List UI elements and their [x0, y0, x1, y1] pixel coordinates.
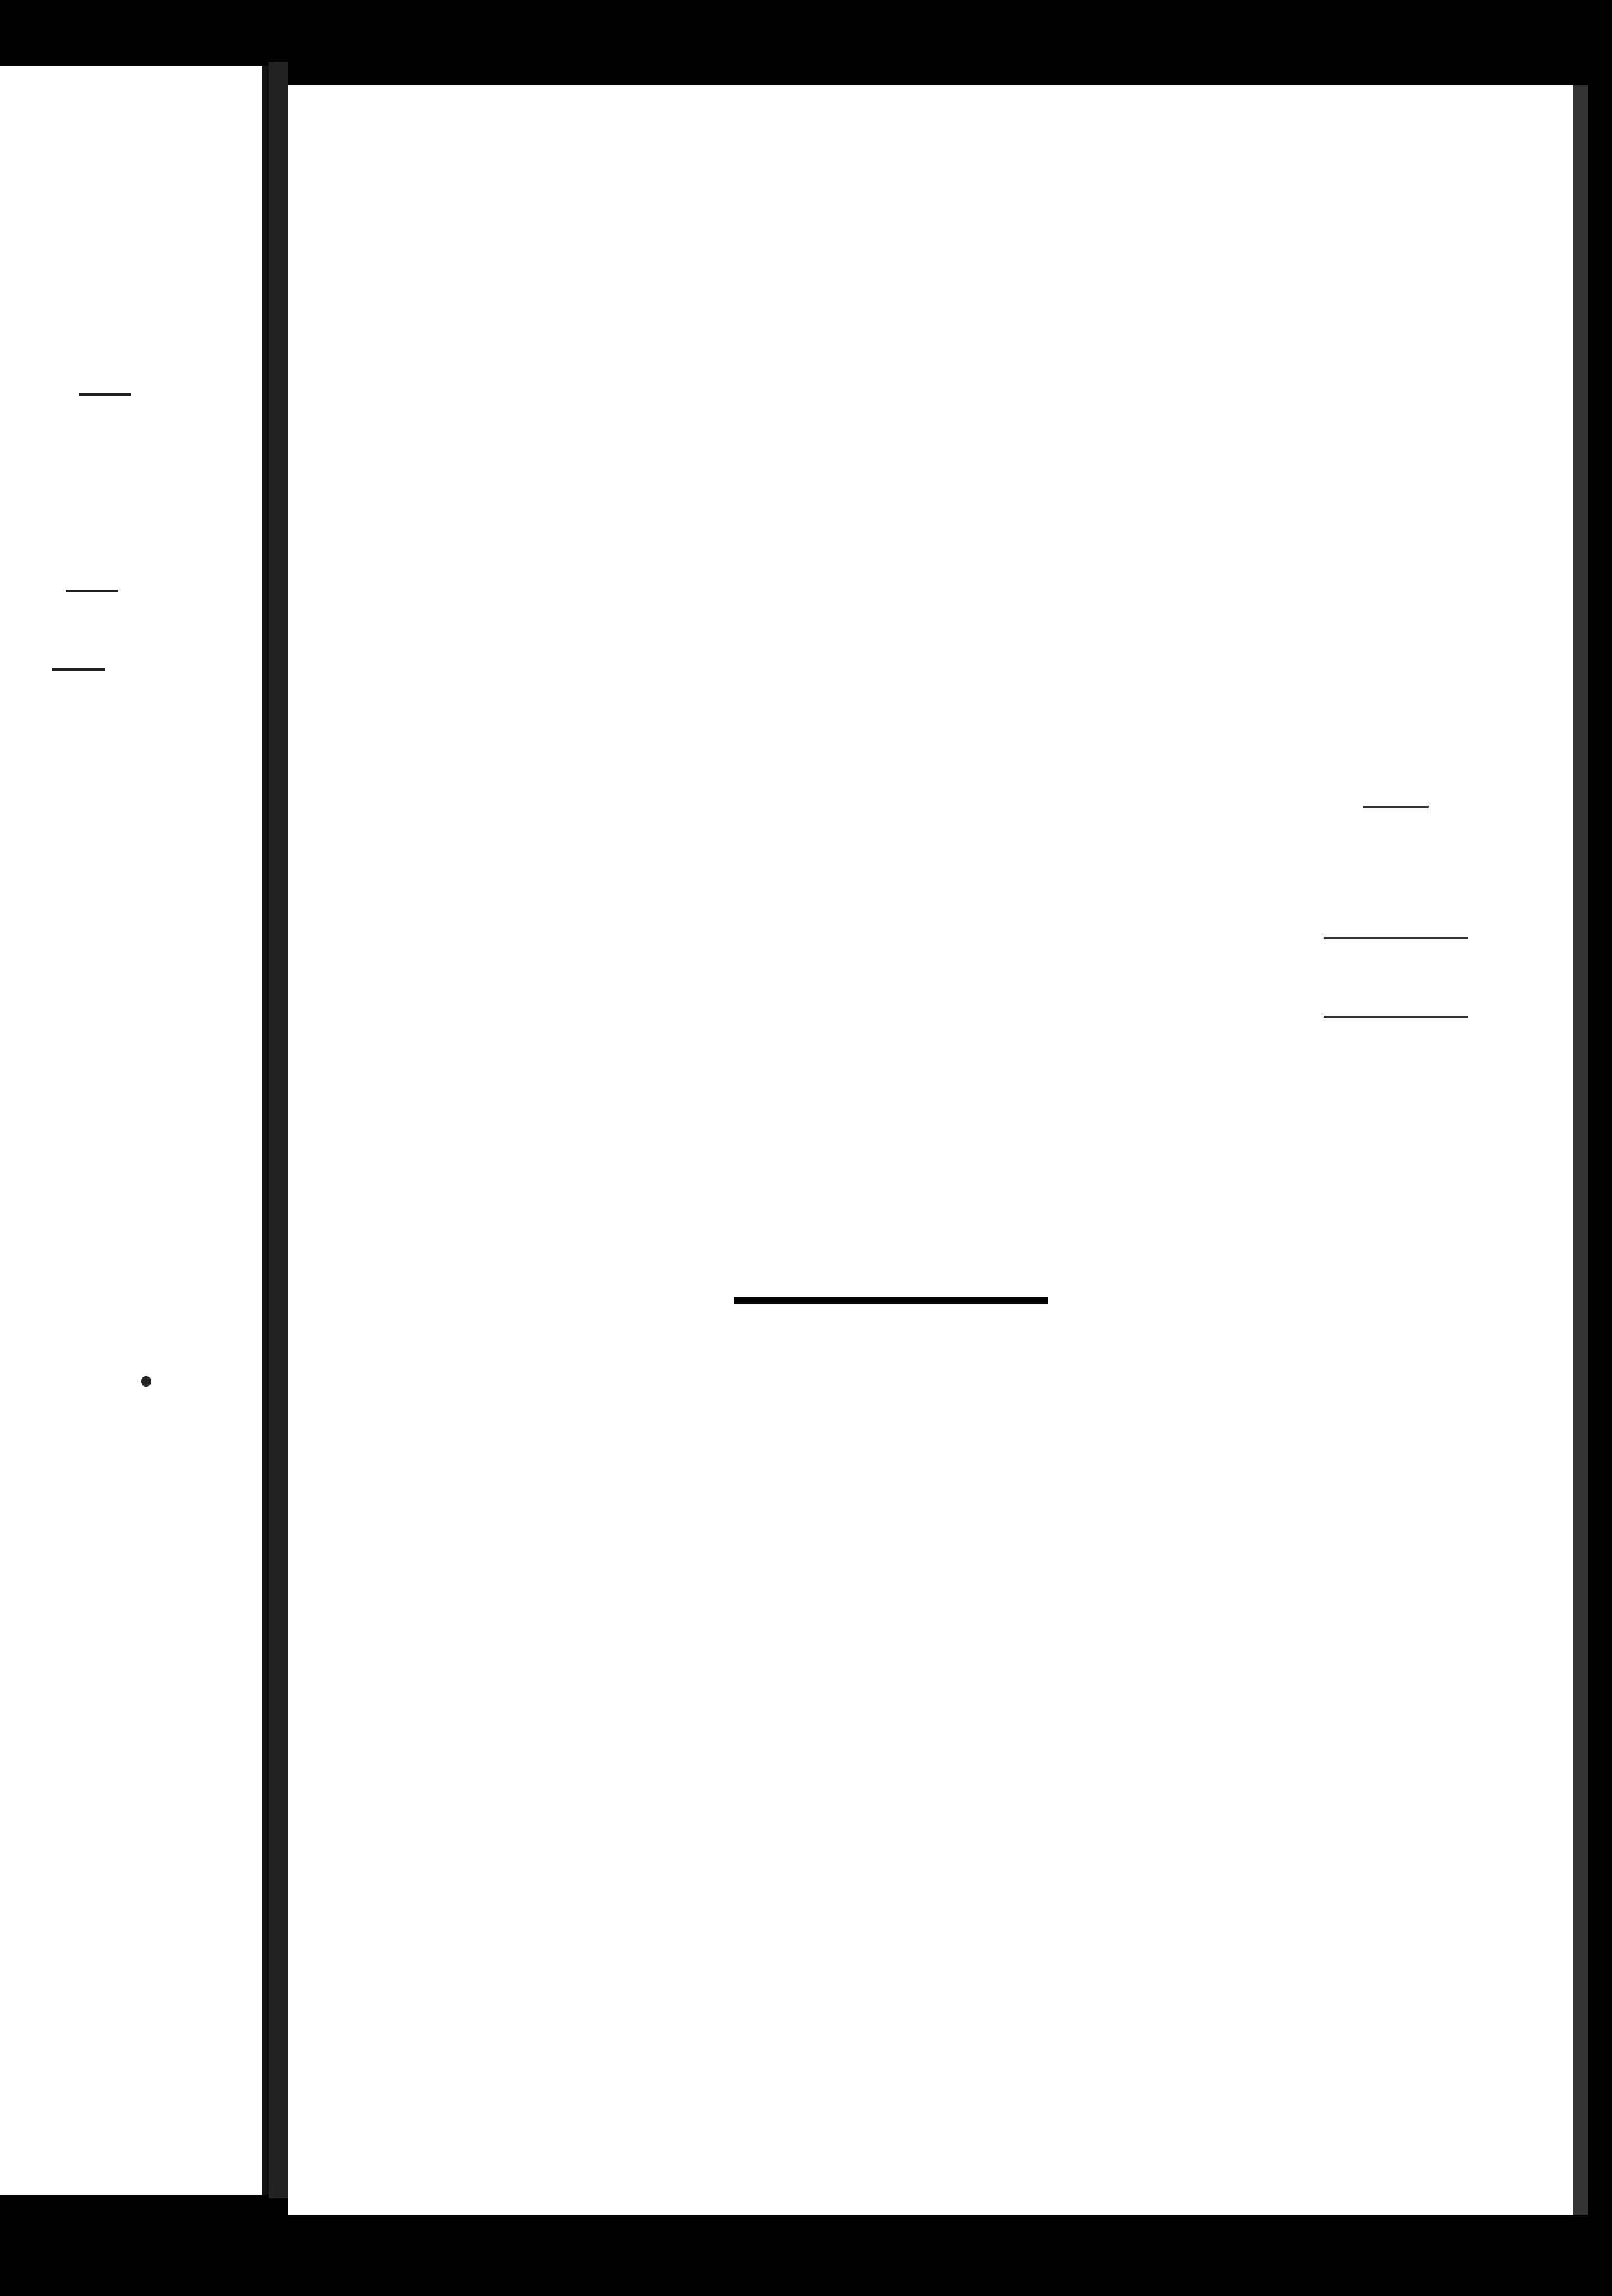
section-rule — [734, 1297, 1048, 1304]
margin-dash — [52, 668, 105, 671]
handwritten-line — [1324, 937, 1468, 939]
right-page — [288, 85, 1588, 2215]
book-gutter — [269, 62, 288, 2198]
margin-dash — [79, 393, 131, 396]
handwritten-line — [1363, 806, 1429, 808]
left-page — [0, 66, 269, 2195]
margin-dash — [66, 590, 118, 592]
ink-dot — [141, 1376, 151, 1387]
handwritten-line — [1324, 1016, 1468, 1018]
